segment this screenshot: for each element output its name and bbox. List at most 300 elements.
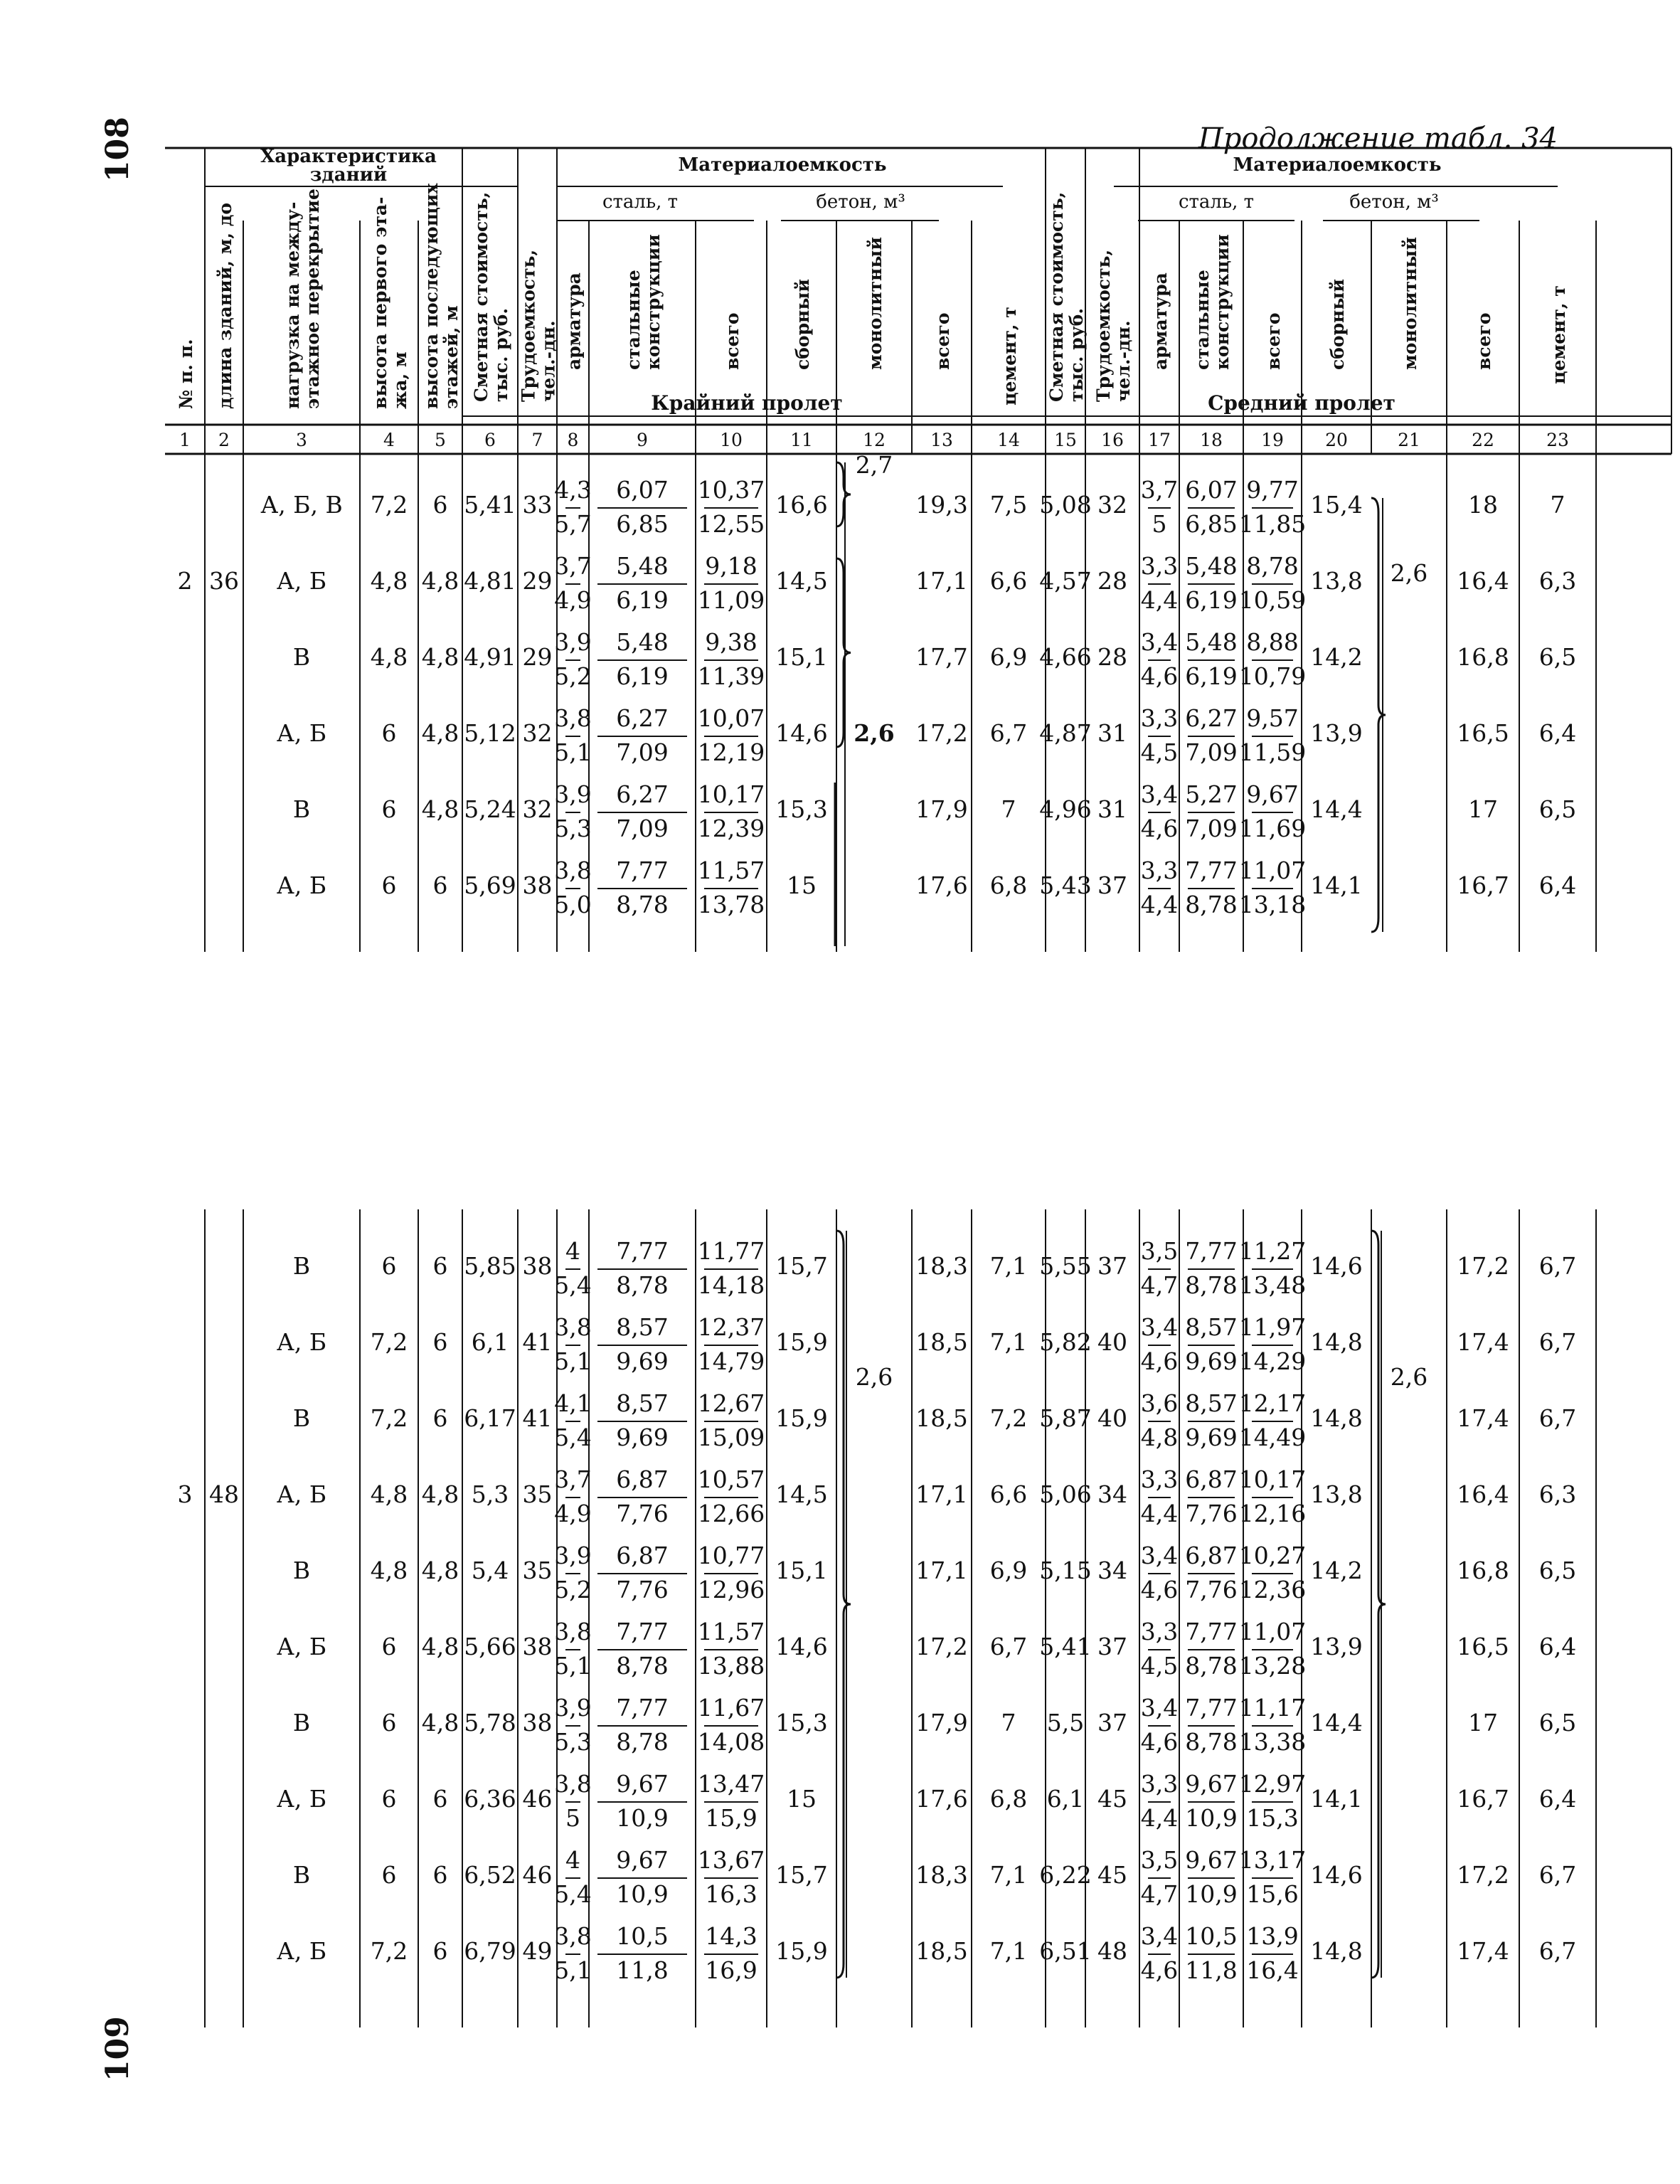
col-number: 9 [637,430,648,450]
col-header-steelcon: стальные [623,270,644,370]
col-number: 1 [179,430,191,450]
cell-monolith: 2,6 [1390,559,1428,587]
cell-cost: 5,82 [1039,1328,1092,1356]
cell-fraction-bottom: 15,6 [1246,1880,1299,1908]
cell-concrete-total: 17,6 [915,1785,968,1813]
cell-fraction-bottom: 5,7 [554,510,592,538]
cell-precast: 14,8 [1310,1404,1363,1432]
col-number: 4 [383,430,395,450]
cell-fraction-top: 8,57 [616,1313,669,1341]
cell-h1: 6 [381,1861,397,1889]
brace-c11-b2 [836,1231,851,1978]
cell-fraction-top: 12,97 [1238,1770,1307,1798]
cell-fraction-top: 3,3 [1140,552,1179,580]
cell-fraction-bottom: 15,9 [705,1804,757,1832]
cell-num: 2 [177,567,193,595]
cell-fraction-bottom: 10,9 [1185,1880,1238,1908]
cell-fraction-bottom: 13,88 [697,1652,765,1680]
col-header-num: № п. п. [176,339,196,409]
cell-h1: 6 [381,1252,397,1280]
cell-fraction-bottom: 5,4 [554,1271,592,1299]
page-number-top: 108 [100,117,136,182]
col-header-steelcon: конструкции [643,234,664,370]
cell-cost: 5,08 [1039,491,1092,519]
cell-fraction-bottom: 7,76 [1185,1576,1238,1603]
cell-fraction-top: 6,07 [616,476,669,504]
cell-fraction-top: 13,17 [1238,1846,1307,1874]
extreme-span-label: Крайний пролет [651,391,843,415]
cell-cost: 6,79 [464,1937,516,1965]
cell-cost: 5,15 [1039,1557,1092,1584]
cell-cost: 5,4 [471,1557,509,1584]
cell-fraction-top: 5,27 [1185,780,1238,808]
col-number: 7 [531,430,543,450]
cell-cement: 6,3 [1538,1480,1577,1508]
cell-fraction-top: 3,8 [554,1618,592,1645]
cell-fraction-top: 9,67 [1246,780,1299,808]
cell-h1: 6 [381,1785,397,1813]
cell-precast: 14,6 [775,719,828,747]
cell-fraction-top: 10,37 [697,476,765,504]
cell-fraction-top: 12,37 [697,1313,765,1341]
col-number: 22 [1472,430,1494,450]
cell-fraction-bottom: 6,85 [1185,510,1238,538]
col-header-cost: тыс. руб. [491,307,511,402]
col-header-h2: высота последующих [421,183,442,409]
cell-cement: 6,4 [1538,1785,1577,1813]
cell-fraction-bottom: 6,19 [616,586,669,614]
cell-load: В [292,643,311,671]
col-header-labor: чел.-дн. [538,320,559,402]
cell-cement: 6,7 [1538,1861,1577,1889]
cell-fraction-top: 3,4 [1140,1313,1179,1341]
cell-fraction-bottom: 5,1 [554,1956,592,1984]
cell-monolith: 2,7 [855,451,893,479]
cell-fraction-top: 9,67 [616,1770,669,1798]
cell-fraction-bottom: 11,8 [616,1956,669,1984]
cell-fraction-top: 7,77 [1185,1237,1238,1265]
cell-concrete-total: 17,9 [915,1709,968,1737]
cell-fraction-top: 6,07 [1185,476,1238,504]
cell-labor: 38 [522,1633,553,1660]
cell-fraction-bottom: 9,69 [1185,1347,1238,1375]
cell-load: В [292,1404,311,1432]
col-number: 3 [296,430,307,450]
cell-fraction-top: 9,67 [1185,1770,1238,1798]
col-header-total: всего [932,312,953,370]
cell-precast: 14,4 [1310,1709,1363,1737]
cell-fraction-top: 3,3 [1140,857,1179,884]
cell-concrete-total: 17,9 [915,795,968,823]
cell-cost: 6,51 [1039,1937,1092,1965]
cell-precast: 14,2 [1310,643,1363,671]
cell-load: А, Б [276,1633,327,1660]
cell-labor: 32 [522,795,553,823]
cell-fraction-bottom: 12,66 [697,1500,765,1527]
cell-fraction-top: 3,5 [1140,1237,1179,1265]
cell-fraction-bottom: 8,78 [616,891,669,918]
cell-precast: 14,8 [1310,1937,1363,1965]
cell-precast: 13,9 [1310,719,1363,747]
cell-cement: 6,4 [1538,871,1577,899]
cell-labor: 31 [1097,795,1127,823]
cell-h2: 4,8 [421,567,459,595]
col-header-steelcon: конструкции [1212,234,1233,370]
cell-labor: 37 [1097,1633,1127,1660]
cell-cost: 6,1 [471,1328,509,1356]
cell-fraction-top: 13,67 [697,1846,765,1874]
cell-fraction-top: 3,4 [1140,628,1179,656]
cell-fraction-bottom: 4,4 [1140,891,1179,918]
cell-fraction-top: 5,48 [1185,628,1238,656]
cell-fraction-bottom: 5,3 [554,1728,592,1756]
cell-concrete-total: 17 [1468,1709,1498,1737]
cell-fraction-bottom: 10,79 [1238,662,1307,690]
cell-cost: 5,3 [471,1480,509,1508]
cell-fraction-top: 8,78 [1246,552,1299,580]
cell-load: В [292,795,311,823]
col-number: 17 [1148,430,1171,450]
cell-fraction-top: 8,57 [616,1389,669,1417]
brace-c11 [836,558,851,747]
cell-precast: 14,8 [1310,1328,1363,1356]
cell-fraction-bottom: 4,6 [1140,662,1179,690]
col-header-labor: чел.-дн. [1113,320,1134,402]
cell-fraction-bottom: 9,69 [616,1424,669,1451]
cell-fraction-bottom: 10,9 [616,1804,669,1832]
cell-fraction-bottom: 5,1 [554,1652,592,1680]
cell-labor: 46 [522,1785,553,1813]
cell-labor: 31 [1097,719,1127,747]
cell-precast: 14,1 [1310,1785,1363,1813]
cell-load: А, Б [276,1480,327,1508]
cell-fraction-top: 3,7 [554,1465,592,1493]
cell-fraction-top: 9,57 [1246,704,1299,732]
col-header-monolith: монолитный [865,237,886,370]
cell-cost: 4,91 [464,643,516,671]
cell-labor: 37 [1097,1252,1127,1280]
cell-h1: 4,8 [370,1480,408,1508]
cell-precast: 15,1 [775,643,828,671]
cell-cost: 6,1 [1046,1785,1085,1813]
cell-precast: 15 [787,1785,817,1813]
cell-fraction-top: 3,9 [554,628,592,656]
cell-precast: 15,7 [775,1861,828,1889]
characteristics-title: Характеристика [260,146,437,167]
cell-cement: 6,7 [1538,1404,1577,1432]
cell-h1: 7,2 [370,1937,408,1965]
cell-cement: 6,7 [989,1633,1028,1660]
cell-fraction-top: 4 [565,1237,580,1265]
cell-load: В [292,1709,311,1737]
cell-precast: 15,3 [775,1709,828,1737]
cell-labor: 32 [522,719,553,747]
cell-cost: 6,36 [464,1785,516,1813]
cell-h2: 4,8 [421,795,459,823]
col-header-cement: цемент, т [1548,285,1569,384]
cell-fraction-top: 3,8 [554,857,592,884]
cell-precast: 13,9 [1310,1633,1363,1660]
cell-concrete-total: 17,4 [1457,1328,1509,1356]
cell-cost: 4,57 [1039,567,1092,595]
cell-fraction-bottom: 8,78 [1185,1728,1238,1756]
cell-fraction-bottom: 6,19 [616,662,669,690]
cell-cost: 5,43 [1039,871,1092,899]
cell-fraction-top: 3,3 [1140,1465,1179,1493]
cell-monolith: 2,6 [855,1363,893,1391]
cell-labor: 29 [522,567,553,595]
cell-fraction-top: 3,3 [1140,1770,1179,1798]
cell-concrete-total: 16,8 [1457,1557,1509,1584]
cell-cement: 7,1 [989,1252,1028,1280]
cell-fraction-bottom: 5,4 [554,1880,592,1908]
cell-concrete-total: 16,5 [1457,1633,1509,1660]
cell-cement: 6,6 [989,567,1028,595]
cell-fraction-bottom: 6,19 [1185,586,1238,614]
cell-precast: 15,3 [775,795,828,823]
cell-fraction-bottom: 12,19 [697,738,765,766]
cell-h1: 6 [381,1633,397,1660]
cell-concrete-total: 17,1 [915,1480,968,1508]
cell-fraction-top: 4,3 [554,476,592,504]
cell-fraction-bottom: 4,6 [1140,815,1179,842]
cell-fraction-top: 8,57 [1185,1389,1238,1417]
cell-cost: 4,66 [1039,643,1092,671]
cell-fraction-top: 6,87 [616,1542,669,1569]
cell-fraction-top: 9,67 [1185,1846,1238,1874]
cell-fraction-top: 9,77 [1246,476,1299,504]
col-header-h1: высота первого эта- [370,196,390,409]
cell-cement: 6,7 [1538,1252,1577,1280]
col-header-cost: Сметная стоимость, [471,191,491,402]
cell-fraction-bottom: 14,49 [1238,1424,1307,1451]
cell-fraction-bottom: 7,76 [1185,1500,1238,1527]
cell-concrete-total: 17,6 [915,871,968,899]
cell-h1: 6 [381,871,397,899]
cell-labor: 45 [1097,1785,1127,1813]
cell-fraction-bottom: 4,8 [1140,1424,1179,1451]
cell-fraction-bottom: 7,09 [1185,815,1238,842]
col-number: 19 [1261,430,1284,450]
cell-fraction-top: 4 [565,1846,580,1874]
brace-c20-b2 [1371,1231,1386,1978]
page-number-bottom: 109 [100,2016,136,2082]
cell-fraction-bottom: 8,78 [1185,1271,1238,1299]
cell-length: 36 [209,567,239,595]
cell-monolith: 2,6 [854,719,895,747]
cell-fraction-top: 11,17 [1238,1694,1307,1722]
cell-fraction-top: 6,87 [1185,1465,1238,1493]
cell-fraction-top: 11,97 [1238,1313,1307,1341]
cell-precast: 15,9 [775,1404,828,1432]
cell-fraction-top: 5,48 [616,628,669,656]
cell-monolith: 2,6 [1390,1363,1428,1391]
cell-fraction-bottom: 5,3 [554,815,592,842]
cell-load: В [292,1557,311,1584]
cell-h2: 4,8 [421,643,459,671]
col-number: 14 [997,430,1020,450]
cell-fraction-bottom: 4,6 [1140,1347,1179,1375]
col-header-total: всего [722,312,743,370]
cell-labor: 45 [1097,1861,1127,1889]
cell-h1: 4,8 [370,643,408,671]
cell-fraction-bottom: 10,59 [1238,586,1307,614]
col-header-labor: Трудоемкость, [518,249,539,402]
cell-fraction-bottom: 15,3 [1246,1804,1299,1832]
col-header-length: длина зданий, м, до [215,202,235,409]
cell-concrete-total: 16,5 [1457,719,1509,747]
cell-fraction-top: 7,77 [1185,1618,1238,1645]
cell-cost: 4,96 [1039,795,1092,823]
cell-labor: 33 [522,491,553,519]
cell-precast: 14,4 [1310,795,1363,823]
col-number: 21 [1398,430,1420,450]
cell-h1: 7,2 [370,1404,408,1432]
col-number: 15 [1054,430,1077,450]
cell-labor: 28 [1097,567,1127,595]
cell-fraction-top: 6,27 [1185,704,1238,732]
cell-fraction-top: 4,1 [554,1389,592,1417]
cell-precast: 14,5 [775,1480,828,1508]
cell-fraction-top: 7,77 [616,1618,669,1645]
cell-fraction-bottom: 5,1 [554,738,592,766]
cell-cost: 5,78 [464,1709,516,1737]
cell-fraction-bottom: 12,55 [697,510,765,538]
cell-fraction-top: 11,57 [697,857,765,884]
cell-cement: 7 [1001,1709,1016,1737]
col-number: 20 [1325,430,1348,450]
cell-fraction-top: 3,4 [1140,1542,1179,1569]
cell-concrete-total: 17,1 [915,1557,968,1584]
col-header-h2: этажей, м [441,305,462,409]
cell-cost: 5,06 [1039,1480,1092,1508]
cell-concrete-total: 16,4 [1457,567,1509,595]
cell-cement: 6,8 [989,871,1028,899]
cell-cost: 5,69 [464,871,516,899]
col-header-labor: Трудоемкость, [1093,249,1114,402]
cell-load: А, Б [276,1785,327,1813]
cell-fraction-top: 3,5 [1140,1846,1179,1874]
cell-labor: 40 [1097,1328,1127,1356]
cell-fraction-bottom: 11,69 [1238,815,1307,842]
cell-num: 3 [177,1480,193,1508]
cell-cement: 6,6 [989,1480,1028,1508]
cell-fraction-top: 3,4 [1140,1922,1179,1950]
cell-fraction-bottom: 4,6 [1140,1956,1179,1984]
cell-fraction-bottom: 5,2 [554,662,592,690]
cell-fraction-bottom: 11,09 [697,586,765,614]
cell-h2: 4,8 [421,1709,459,1737]
cell-length: 48 [209,1480,239,1508]
cell-fraction-bottom: 4,7 [1140,1880,1179,1908]
cell-fraction-top: 7,77 [616,1694,669,1722]
cell-fraction-bottom: 12,39 [697,815,765,842]
cell-cement: 6,4 [1538,719,1577,747]
cell-fraction-bottom: 4,4 [1140,1804,1179,1832]
cell-labor: 28 [1097,643,1127,671]
cell-fraction-bottom: 14,29 [1238,1347,1307,1375]
cell-fraction-top: 11,07 [1238,1618,1307,1645]
cell-cost: 4,81 [464,567,516,595]
cell-cost: 5,55 [1039,1252,1092,1280]
characteristics-title: зданий [309,164,388,186]
cell-precast: 14,6 [775,1633,828,1660]
cell-fraction-bottom: 9,69 [1185,1424,1238,1451]
cell-fraction-top: 13,9 [1246,1922,1299,1950]
cell-fraction-bottom: 14,79 [697,1347,765,1375]
col-number: 23 [1546,430,1569,450]
cell-cement: 7,1 [989,1937,1028,1965]
cell-fraction-bottom: 8,78 [616,1728,669,1756]
cell-fraction-top: 3,9 [554,780,592,808]
col-header-load: этажное перекрытие [302,189,323,409]
cell-cement: 6,5 [1538,1557,1577,1584]
cell-fraction-top: 7,77 [1185,1694,1238,1722]
cell-fraction-top: 6,27 [616,704,669,732]
cell-fraction-top: 8,88 [1246,628,1299,656]
cell-load: В [292,1252,311,1280]
steel-title: сталь, т [602,191,679,213]
cell-fraction-bottom: 6,19 [1185,662,1238,690]
cell-load: А, Б [276,1937,327,1965]
col-number: 16 [1101,430,1124,450]
col-header-precast: сборный [1327,279,1348,370]
cell-cost: 5,41 [464,491,516,519]
cell-precast: 15,7 [775,1252,828,1280]
cell-cement: 6,8 [989,1785,1028,1813]
cell-precast: 14,5 [775,567,828,595]
cell-fraction-top: 12,67 [697,1389,765,1417]
cell-concrete-total: 17,7 [915,643,968,671]
cell-fraction-bottom: 7,09 [616,815,669,842]
cell-cement: 6,7 [989,719,1028,747]
col-header-precast: сборный [792,279,813,370]
cell-fraction-bottom: 14,08 [697,1728,765,1756]
cell-labor: 34 [1097,1480,1127,1508]
cell-concrete-total: 18,3 [915,1252,968,1280]
cell-fraction-bottom: 4,7 [1140,1271,1179,1299]
cell-h2: 4,8 [421,1633,459,1660]
col-header-total: всего [1474,312,1494,370]
cell-fraction-bottom: 10,9 [616,1880,669,1908]
cell-fraction-top: 9,38 [705,628,757,656]
cell-precast: 15,4 [1310,491,1363,519]
cell-fraction-top: 10,5 [616,1922,669,1950]
cell-fraction-bottom: 5 [1152,510,1167,538]
cell-fraction-top: 3,3 [1140,1618,1179,1645]
cell-h2: 6 [432,1937,448,1965]
cell-fraction-bottom: 12,16 [1238,1500,1307,1527]
cell-h1: 7,2 [370,491,408,519]
cell-concrete-total: 18,3 [915,1861,968,1889]
cell-fraction-top: 5,48 [1185,552,1238,580]
cell-fraction-top: 3,9 [554,1542,592,1569]
cell-fraction-top: 3,8 [554,704,592,732]
cell-fraction-top: 3,8 [554,1922,592,1950]
col-header-h1: жа, м [390,351,410,409]
col-header-rebar: арматура [563,272,585,370]
col-header-cement: цемент, т [999,307,1020,405]
cell-fraction-bottom: 4,9 [554,1500,592,1527]
cell-labor: 35 [522,1557,553,1584]
cell-labor: 29 [522,643,553,671]
cell-fraction-bottom: 13,38 [1238,1728,1307,1756]
cell-cost: 5,41 [1039,1633,1092,1660]
cell-precast: 14,2 [1310,1557,1363,1584]
cell-cost: 5,5 [1046,1709,1085,1737]
col-header-cost: тыс. руб. [1066,307,1087,402]
cell-fraction-bottom: 14,18 [697,1271,765,1299]
